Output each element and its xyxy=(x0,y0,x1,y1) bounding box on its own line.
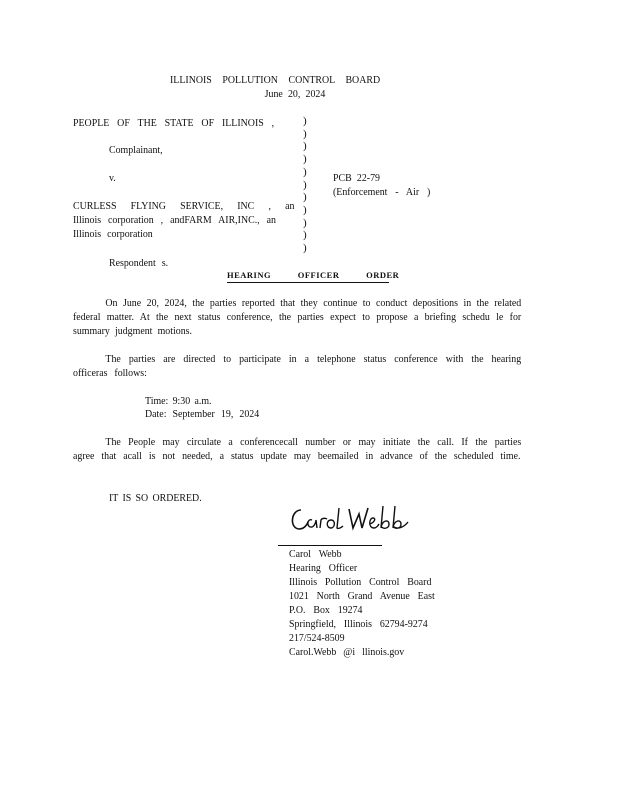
handwritten-signature xyxy=(287,500,412,543)
signer-po-box: P.O. Box 19274 xyxy=(289,604,363,616)
paren: ) xyxy=(303,165,307,178)
versus: v. xyxy=(109,172,116,184)
signer-street: 1021 North Grand Avenue East xyxy=(289,590,435,602)
complainant-label: Complainant, xyxy=(109,144,163,156)
paren: ) xyxy=(303,191,307,204)
signer-city: Springfield, Illinois 62794-9274 xyxy=(289,618,428,630)
paragraph-directive: The parties are directed to participate in a telephone status conference with the hearing officeras follows: xyxy=(73,353,522,379)
paren: ) xyxy=(303,178,307,191)
signature-icon xyxy=(287,500,412,538)
respondent-line-2: Illinois corporation , andFARM AIR,INC., an xyxy=(73,214,276,226)
case-number: PCB 22-79 xyxy=(333,172,380,184)
complainant-name: PEOPLE OF THE STATE OF ILLINOIS , xyxy=(73,117,275,129)
paragraph-call: The People may circulate a conferencecall number or may initiate the call. If the parties agree that acall is not needed, a status update may beemailed in advance of the scheduled time. xyxy=(73,436,522,462)
signature-line xyxy=(278,545,382,546)
paren: ) xyxy=(303,216,307,229)
conference-time: Time: 9:30 a.m. xyxy=(145,395,212,407)
order-title: HEARING OFFICER ORDER xyxy=(227,268,389,283)
signer-org: Illinois Pollution Control Board xyxy=(289,576,432,588)
conference-date: Date: September 19, 2024 xyxy=(145,408,260,420)
paren: ) xyxy=(303,140,307,153)
signer-email: Carol.Webb @i llinois.gov xyxy=(289,646,405,658)
paren: ) xyxy=(303,153,307,166)
paren: ) xyxy=(303,242,307,255)
order-date: June 20, 2024 xyxy=(264,88,326,100)
case-type: (Enforcement - Air ) xyxy=(333,186,431,198)
signer-title: Hearing Officer xyxy=(289,562,358,574)
paren: ) xyxy=(303,229,307,242)
respondent-line-1: CURLESS FLYING SERVICE, INC , an xyxy=(73,200,295,212)
closing-statement: IT IS SO ORDERED. xyxy=(109,492,202,504)
respondents-label: Respondent s. xyxy=(109,257,169,269)
signer-phone: 217/524-8509 xyxy=(289,632,345,644)
respondent-line-3: Illinois corporation xyxy=(73,228,153,240)
paren: ) xyxy=(303,203,307,216)
board-name: ILLINOIS POLLUTION CONTROL BOARD xyxy=(170,74,381,86)
signer-name: Carol Webb xyxy=(289,548,342,560)
paragraph-status: On June 20, 2024, the parties reported that they continue to conduct depositions in the related federal matter. At the next status conference, the parties expect to propose a briefing schedu le for summary judgment motions. xyxy=(73,297,522,337)
caption-parentheses xyxy=(303,115,307,255)
paren: ) xyxy=(303,127,307,140)
paren: ) xyxy=(303,115,307,127)
